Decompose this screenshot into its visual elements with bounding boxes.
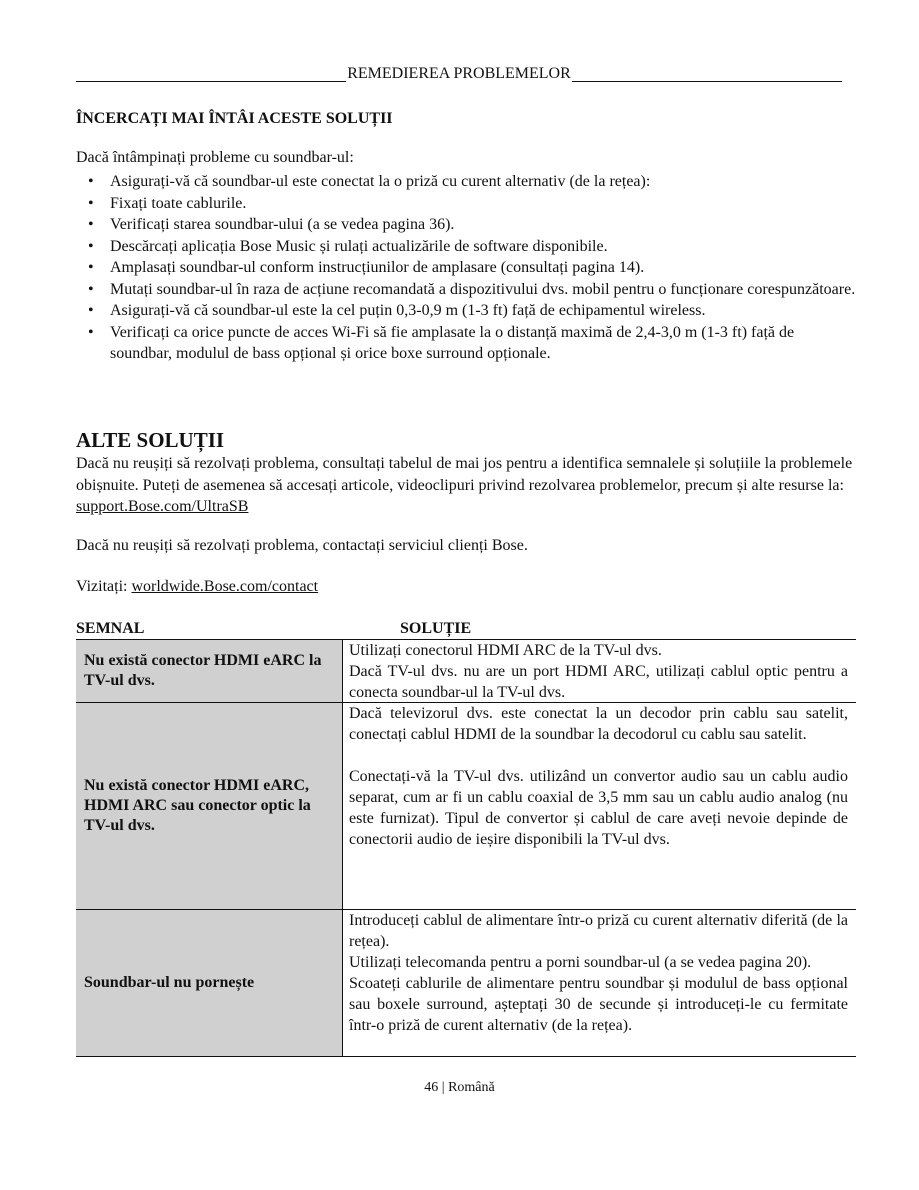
page-header [76,66,842,82]
table-header-signal: SEMNAL [76,620,145,637]
bullet-item: • Amplasați soundbar-ul conform instrucțiunilor de amplasare (consultați pagina 14). [76,257,856,279]
solution-text: Conectați-vă la TV-ul dvs. utilizând un convertor audio sau un cablu audio separat, cum ar fi un cablu coaxial de 3,5 mm sau un cablu audio analog (nu este furnizat). Tipul de convertor și cablul de care aveți nevoie depinde de conectorii audio de ieșire disponibili la TV-ul dvs. [349,768,848,848]
solution-cell [343,703,856,909]
table-header-solution: SOLUȚIE [400,620,472,637]
bullet-item: • Descărcați aplicația Bose Music și rulați actualizările de software disponibile. [76,236,856,258]
paragraph-gap [349,745,848,766]
solution-text: Dacă TV-ul dvs. nu are un port HDMI ARC, utilizați cablul optic pentru a conecta soundbar-ul la TV-ul dvs. [349,663,848,701]
solutions-bullet-list [76,171,856,365]
bullet-item: • Asigurați-vă că soundbar-ul este conectat la o priză cu curent alternativ (de la rețea): [76,171,856,193]
other-solutions-heading: ALTE SOLUȚII [76,428,225,452]
contact-paragraph: Dacă nu reușiți să rezolvați problema, contactați serviciul clienți Bose. [76,537,528,554]
troubleshooting-table [76,639,856,1057]
visit-label: Vizitați: [76,578,132,595]
header-rule-left [76,67,346,82]
visit-paragraph [76,578,318,596]
page-footer: 46 | Română [424,1080,495,1095]
bullet-item: • Verificați starea soundbar-ului (a se vedea pagina 36). [76,214,856,236]
other-solutions-paragraph [76,453,856,518]
solution-text: Introduceți cablul de alimentare într-o priză cu curent alternativ diferită (de la rețea). [349,912,848,950]
bullet-item: • Asigurați-vă că soundbar-ul este la cel puțin 0,3-0,9 m (1-3 ft) față de echipamentul wireless. [76,300,856,322]
signal-cell: Soundbar-ul nu pornește [76,910,343,1056]
signal-cell: Nu există conector HDMI eARC la TV-ul dvs. [76,640,343,702]
first-section-intro: Dacă întâmpinați probleme cu soundbar-ul: [76,149,354,166]
support-link[interactable]: support.Bose.com/UltraSB [76,498,249,515]
first-section-heading: ÎNCERCAȚI MAI ÎNTÂI ACESTE SOLUȚII [76,110,393,127]
solution-text: Dacă televizorul dvs. este conectat la un decodor prin cablu sau satelit, conectați cablul HDMI de la soundbar la decodorul cu cablu sau satelit. [349,705,848,743]
other-solutions-text: Dacă nu reușiți să rezolvați problema, consultați tabelul de mai jos pentru a identifica semnalele și soluțiile la problemele obișnuite. Puteți de asemenea să accesați articole, videoclipuri privind rezolvarea problemelor, precum și alte resurse la: [76,455,853,494]
solution-cell [343,640,856,702]
bullet-item: • Verificați ca orice puncte de acces Wi-Fi să fie amplasate la o distanță maximă de 2,4-3,0 m (1-3 ft) față de soundbar, modulul de bass opțional și orice boxe surround opționale. [76,322,856,365]
table-row [76,703,856,910]
header-title: REMEDIEREA PROBLEMELOR [347,65,571,82]
solution-text: Scoateți cablurile de alimentare pentru soundbar și modulul de bass opțional sau boxele surround, așteptați 30 de secunde și introduceți-le cu fermitate într-o priză de curent alternativ (de la rețea). [349,975,848,1034]
table-row [76,910,856,1057]
header-rule-right [572,67,842,82]
solution-cell [343,910,856,1056]
contact-link[interactable]: worldwide.Bose.com/contact [131,578,319,595]
solution-text: Utilizați conectorul HDMI ARC de la TV-ul dvs. [349,642,662,659]
signal-cell: Nu există conector HDMI eARC, HDMI ARC sau conector optic la TV-ul dvs. [76,703,343,909]
solution-text: Utilizați telecomanda pentru a porni soundbar-ul (a se vedea pagina 20). [349,954,812,971]
table-row [76,640,856,703]
bullet-item: • Mutați soundbar-ul în raza de acțiune recomandată a dispozitivului dvs. mobil pentru o funcționare corespunzătoare. [76,279,856,301]
bullet-item: • Fixați toate cablurile. [76,193,856,215]
